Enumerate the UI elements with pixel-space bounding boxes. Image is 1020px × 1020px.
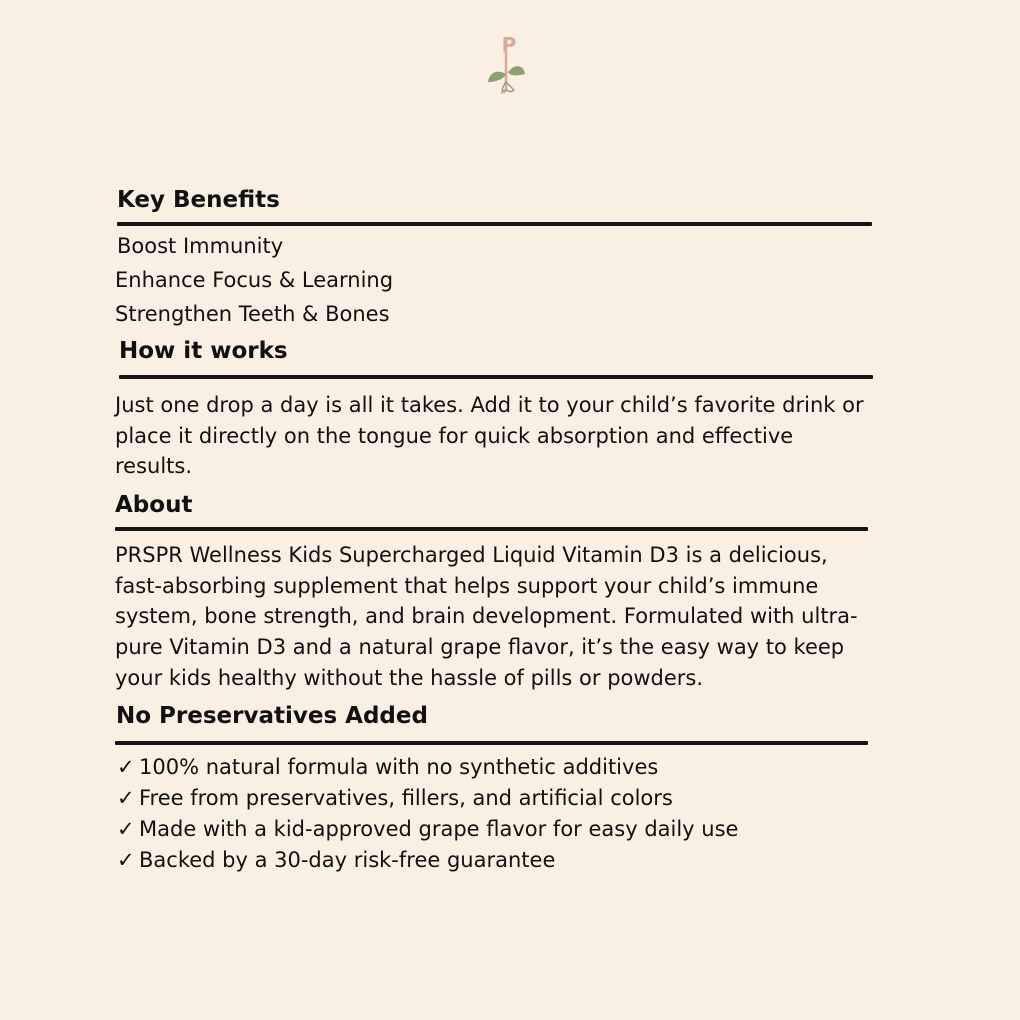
logo-letter: P — [501, 33, 517, 57]
check-icon: ✓ — [117, 755, 135, 779]
about-paragraph: PRSPR Wellness Kids Supercharged Liquid Vitamin D3 is a delicious, fast-absorbing supplement that helps support your child’s immune system, bone strength, and brain development. Formulated with ultra- pure Vitamin D3 and a natural grape flavor, it’s the easy way to keep your kids healthy without the hassle of pills or powders. — [115, 543, 858, 690]
check-icon: ✓ — [117, 786, 135, 810]
key-benefits-heading: Key Benefits — [117, 187, 280, 213]
feature-list-item: ✓ Backed by a 30-day risk-free guarantee — [117, 848, 556, 872]
feature-list-item: ✓ 100% natural formula with no synthetic additives — [117, 755, 659, 779]
benefit-item: Strengthen Teeth & Bones — [115, 302, 390, 326]
check-icon: ✓ — [117, 817, 135, 841]
how-it-works-paragraph: Just one drop a day is all it takes. Add it to your child’s favorite drink or place it directly on the tongue for quick absorption and effective results. — [115, 393, 864, 479]
about-heading: About — [115, 492, 193, 518]
benefit-item: Boost Immunity — [117, 234, 284, 258]
benefit-item: Enhance Focus & Learning — [115, 268, 394, 292]
feature-list-item: ✓ Made with a kid-approved grape flavor for easy daily use — [117, 817, 739, 841]
no-preservatives-divider — [115, 741, 868, 745]
brand-logo-icon — [484, 32, 528, 96]
how-it-works-heading: How it works — [119, 338, 288, 364]
key-benefits-divider — [117, 222, 872, 226]
how-it-works-divider — [119, 375, 873, 379]
no-preservatives-heading: No Preservatives Added — [116, 703, 428, 729]
feature-list-item: ✓ Free from preservatives, fillers, and artificial colors — [117, 786, 673, 810]
about-divider — [115, 527, 868, 531]
check-icon: ✓ — [117, 848, 135, 872]
